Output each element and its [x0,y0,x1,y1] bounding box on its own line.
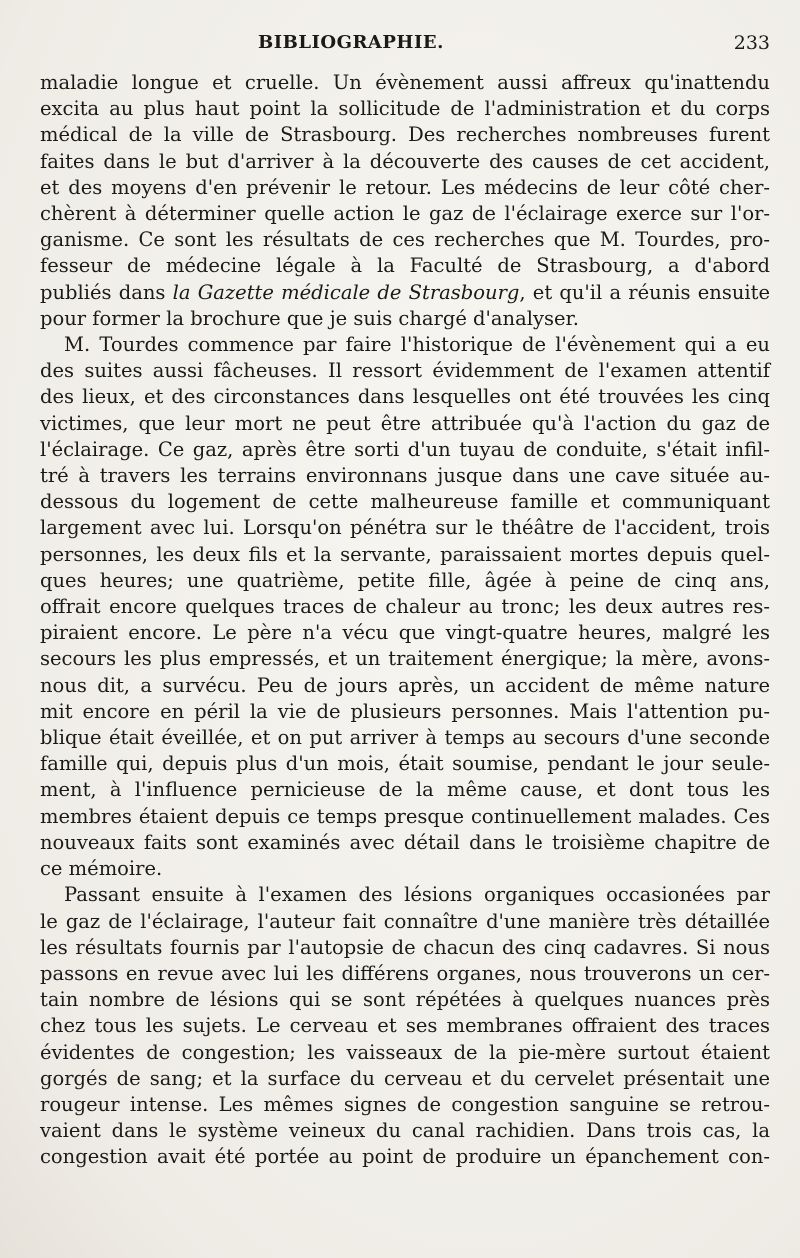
text-line: largement avec lui. Lorsqu'on pénétra sur le théâtre de l'accident, trois [40,516,770,540]
page-number: 233 [733,32,770,54]
text-line: nous dit, a survécu. Peu de jours après, un accident de même nature [40,673,770,697]
text-line: chez tous les sujets. Le cerveau et ses membranes offraient des traces [40,1014,770,1038]
header-title: BIBLIOGRAPHIE. [258,32,444,53]
text-line: le gaz de l'éclairage, l'auteur fait connaître d'une manière très détaillée [40,909,770,933]
text-line: et des moyens d'en prévenir le retour. Les médecins de leur côté cher- [40,175,770,199]
text-line: membres étaient depuis ce temps presque continuellement malades. Ces [40,804,770,828]
text-line: piraient encore. Le père n'a vécu que vingt-quatre heures, malgré les [40,621,770,645]
text-line: congestion avait été portée au point de produire un épanchement con- [40,1145,770,1169]
text-line: vaient dans le système veineux du canal rachidien. Dans trois cas, la [40,1119,770,1143]
text-line: faites dans le but d'arriver à la découverte des causes de cet accident, [40,149,770,173]
text-line: excita au plus haut point la sollicitude de l'administration et du corps [40,97,770,121]
text-line: médical de la ville de Strasbourg. Des recherches nombreuses furent [40,123,770,147]
italic-title: la Gazette médicale de Strasbourg [172,280,520,304]
text-line: l'éclairage. Ce gaz, après être sorti d'un tuyau de conduite, s'était infil- [40,437,770,461]
text-line: ques heures; une quatrième, petite fille, âgée à peine de cinq ans, [40,568,770,592]
body-text [40,70,776,1171]
text-line: maladie longue et cruelle. Un évènement aussi affreux qu'inattendu [40,71,770,94]
text-line: les résultats fournis par l'autopsie de chacun des cinq cadavres. Si nous [40,935,770,959]
text-line: personnes, les deux fils et la servante, paraissaient mortes depuis quel- [40,542,770,566]
text-line: victimes, que leur mort ne peut être attribuée qu'à l'action du gaz de [40,411,770,435]
text-line: secours les plus empressés, et un traitement énergique; la mère, avons- [40,647,770,671]
text-line: ment, à l'influence pernicieuse de la même cause, et dont tous les [40,778,770,802]
text-line: pour former la brochure que je suis chargé d'analyser. [40,306,579,330]
text-line: fesseur de médecine légale à la Faculté de Strasbourg, a d'abord [40,254,770,278]
text-line: des suites aussi fâcheuses. Il ressort évidemment de l'examen attentif [40,359,770,383]
text-line: blique était éveillée, et on put arriver à temps au secours d'une seconde [40,726,770,750]
text-line: M. Tourdes commence par faire l'historique de l'évènement qui a eu [64,333,770,357]
text-line: des lieux, et des circonstances dans lesquelles ont été trouvées les cinq [40,385,770,409]
text-segment: publiés dans [40,280,173,304]
text-line: évidentes de congestion; les vaisseaux de la pie-mère surtout étaient [40,1040,770,1064]
running-header [40,32,776,62]
text-line: ce mémoire. [40,857,163,881]
text-line: passons en revue avec lui les différens organes, nous trouverons un cer- [40,961,770,985]
text-line: tré à travers les terrains environnans jusque dans une cave située au- [40,464,770,488]
text-line: rougeur intense. Les mêmes signes de congestion sanguine se retrou- [40,1092,770,1116]
text-line: mit encore en péril la vie de plusieurs personnes. Mais l'attention pu- [40,699,770,723]
text-line: chèrent à déterminer quelle action le gaz de l'éclairage exerce sur l'or- [40,202,770,226]
text-line: gorgés de sang; et la surface du cerveau et du cervelet présentait une [40,1066,770,1090]
text-line: Passant ensuite à l'examen des lésions organiques occasionées par [64,883,770,907]
text-line: offrait encore quelques traces de chaleur au tronc; les deux autres res- [40,595,770,619]
text-line: famille qui, depuis plus d'un mois, était soumise, pendant le jour seule- [40,752,770,776]
text-line: tain nombre de lésions qui se sont répétées à quelques nuances près [40,988,770,1012]
text-line: nouveaux faits sont examinés avec détail dans le troisième chapitre de [40,830,770,854]
text-line: ganisme. Ce sont les résultats de ces recherches que M. Tourdes, pro- [40,228,770,252]
text-segment: , et qu'il a réunis ensuite [519,280,770,304]
text-line: dessous du logement de cette malheureuse famille et communiquant [40,490,770,514]
text-line [40,280,770,306]
